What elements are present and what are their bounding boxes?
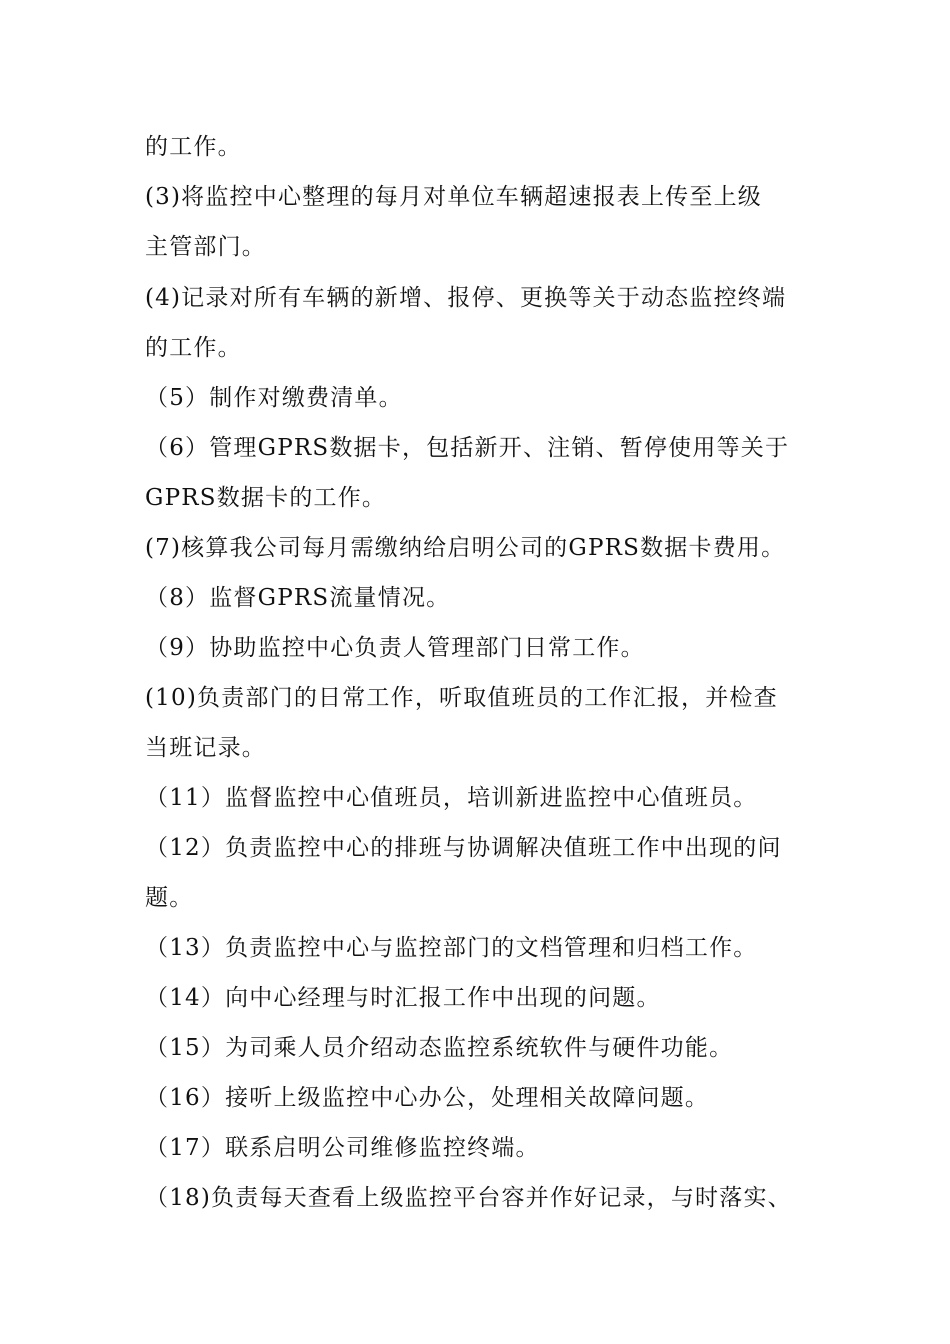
text-line: （6）管理GPRS数据卡，包括新开、注销、暂停使用等关于 [145, 435, 790, 461]
text-line: (3)将监控中心整理的每月对单位车辆超速报表上传至上级 [145, 184, 762, 210]
text-line: 的工作。 [145, 335, 242, 361]
text-line: （8）监督GPRS流量情况。 [145, 585, 451, 611]
text-line: GPRS数据卡的工作。 [145, 485, 387, 511]
text-line: （17）联系启明公司维修监控终端。 [145, 1135, 540, 1161]
text-line: （12）负责监控中心的排班与协调解决值班工作中出现的问 [145, 835, 782, 861]
text-line: (7)核算我公司每月需缴纳给启明公司的GPRS数据卡费用。 [145, 535, 786, 561]
text-line: （5）制作对缴费清单。 [145, 385, 403, 411]
text-line: （13）负责监控中心与监控部门的文档管理和归档工作。 [145, 935, 758, 961]
text-line: （9）协助监控中心负责人管理部门日常工作。 [145, 635, 645, 661]
text-line: 题。 [145, 885, 194, 911]
text-line: 当班记录。 [145, 735, 266, 761]
text-line: (4)记录对所有车辆的新增、报停、更换等关于动态监控终端 [145, 285, 787, 311]
text-line: 的工作。 [145, 134, 242, 160]
text-line: （14）向中心经理与时汇报工作中出现的问题。 [145, 985, 661, 1011]
text-line: （15）为司乘人员介绍动态监控系统软件与硬件功能。 [145, 1035, 734, 1061]
text-line: （18)负责每天查看上级监控平台容并作好记录，与时落实、 [145, 1185, 792, 1211]
text-line: (10)负责部门的日常工作，听取值班员的工作汇报，并检查 [145, 685, 778, 711]
text-line: 主管部门。 [145, 234, 266, 260]
text-line: （11）监督监控中心值班员，培训新进监控中心值班员。 [145, 785, 758, 811]
text-line: （16）接听上级监控中心办公，处理相关故障问题。 [145, 1085, 710, 1111]
